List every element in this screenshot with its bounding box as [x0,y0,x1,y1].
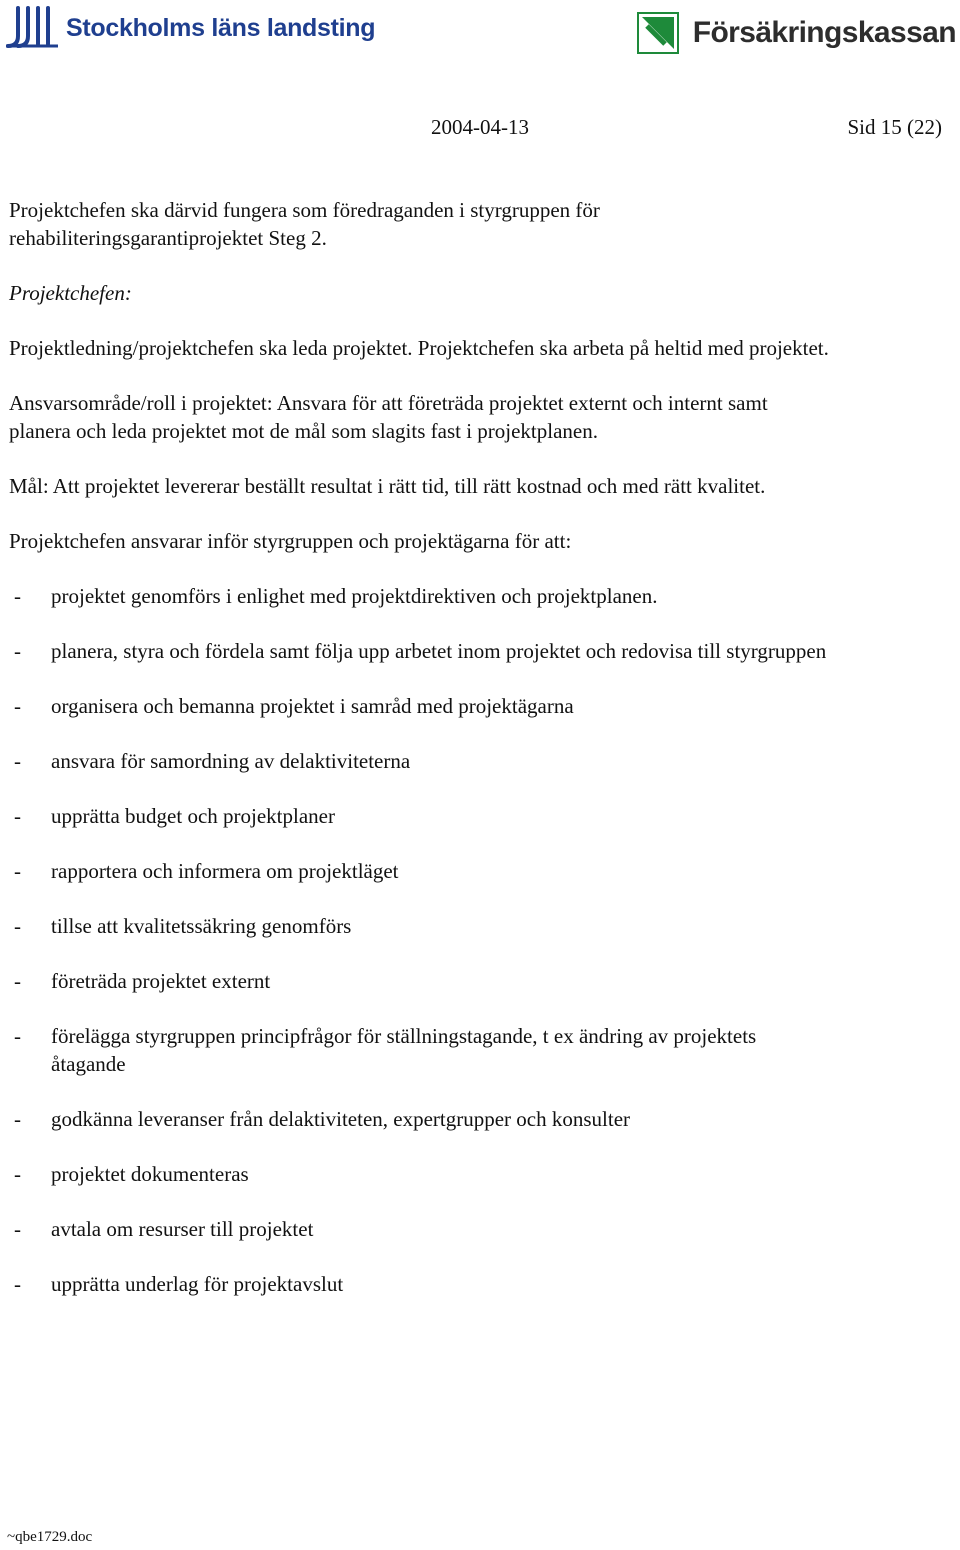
list-item [9,1270,829,1298]
fk-logo-text: Försäkringskassan [692,16,956,49]
sll-logo-mark-icon [4,6,60,50]
paragraph-projektledning: Projektledning/projektchefen ska leda projektet. Projektchefen ska arbeta på heltid med projektet. [9,336,829,360]
list-dash: - [14,749,21,773]
list-item [9,1105,829,1133]
list-item-text: projektet genomförs i enlighet med projektdirektiven och projektplanen. [51,584,658,608]
list-item-text: rapportera och informera om projektläget [51,859,399,883]
list-item-text: godkänna leveranser från delaktiviteten, expertgrupper och konsulter [51,1107,631,1131]
list-item [9,857,829,885]
paragraph-foredragande: Projektchefen ska därvid fungera som föredraganden i styrgruppen för rehabiliteringsgarantiprojektet Steg 2. [9,198,600,250]
responsibility-list [9,582,829,1298]
forsakringskassan-logo [637,10,956,56]
fk-logo-mark-icon [637,12,679,54]
document-date: 2004-04-13 [431,115,529,139]
list-item [9,747,829,775]
list-dash: - [14,1107,21,1131]
section-heading-projektchefen: Projektchefen: [9,281,132,305]
list-item-text: planera, styra och fördela samt följa upp arbetet inom projektet och redovisa till styrgruppen [51,639,827,663]
stockholms-lans-landsting-logo [4,5,375,51]
page-number: Sid 15 (22) [847,115,942,139]
list-item [9,1022,829,1078]
list-item [9,1215,829,1243]
footer-filename: ~qbe1729.doc [7,1529,93,1545]
list-item [9,692,829,720]
list-item [9,637,829,665]
list-item-text: förelägga styrgruppen principfrågor för ställningstagande, t ex ändring av projektets åtagande [51,1024,757,1076]
paragraph-mal: Mål: Att projektet levererar beställt resultat i rätt tid, till rätt kostnad och med rätt kvalitet. [9,474,766,498]
list-item-text: avtala om resurser till projektet [51,1217,314,1241]
list-item-text: projektet dokumenteras [51,1162,249,1186]
list-dash: - [14,584,21,608]
list-dash: - [14,969,21,993]
list-item [9,967,829,995]
list-item [9,1160,829,1188]
list-item-text: företräda projektet externt [51,969,271,993]
list-dash: - [14,639,21,663]
list-item-text: organisera och bemanna projektet i samråd med projektägarna [51,694,574,718]
page-header [0,0,960,62]
list-item-text: ansvara för samordning av delaktiviteterna [51,749,411,773]
list-item [9,582,829,610]
paragraph-ansvarar-intro: Projektchefen ansvarar inför styrgruppen och projektägarna för att: [9,529,572,553]
list-dash: - [14,1024,21,1048]
list-item [9,912,829,940]
list-dash: - [14,694,21,718]
list-dash: - [14,1162,21,1186]
list-dash: - [14,804,21,828]
sll-logo-text: Stockholms läns landsting [66,13,376,42]
list-item-text: upprätta underlag för projektavslut [51,1272,344,1296]
list-dash: - [14,914,21,938]
paragraph-ansvarsomrade: Ansvarsområde/roll i projektet: Ansvara för att företräda projektet externt och internt samt planera och leda projektet mot de mål som slagits fast i projektplanen. [9,391,768,443]
list-dash: - [14,859,21,883]
list-item-text: tillse att kvalitetssäkring genomförs [51,914,352,938]
list-dash: - [14,1217,21,1241]
document-body [9,196,829,1325]
list-item-text: upprätta budget och projektplaner [51,804,335,828]
list-item [9,802,829,830]
list-dash: - [14,1272,21,1296]
